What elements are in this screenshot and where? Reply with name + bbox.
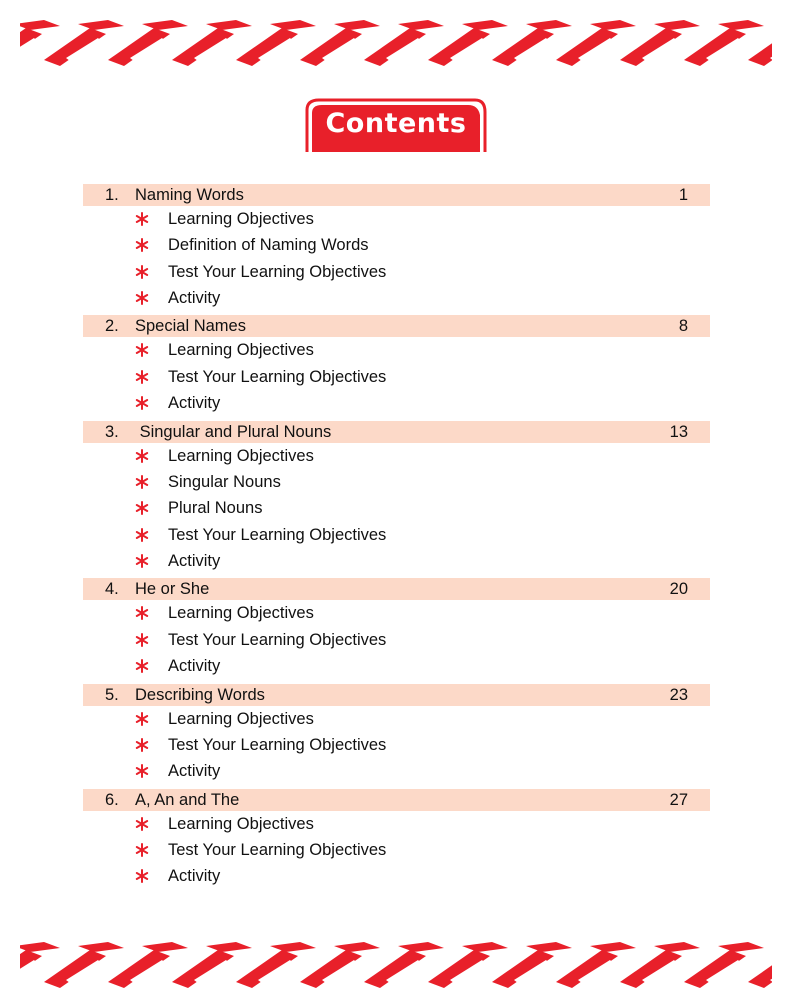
topic-item[interactable]	[83, 653, 710, 679]
topic-item[interactable]	[83, 706, 710, 732]
chapter-row[interactable]	[83, 789, 710, 811]
topic-label: Activity	[168, 288, 221, 307]
asterisk-icon	[135, 291, 149, 305]
asterisk-icon	[135, 501, 149, 515]
topic-item[interactable]	[83, 469, 710, 495]
topic-label: Test Your Learning Objectives	[168, 841, 387, 860]
page-title: Contents	[325, 108, 467, 139]
chapter-page-number: 23	[669, 685, 688, 704]
topic-label: Plural Nouns	[168, 499, 263, 518]
chapter-title: Naming Words	[135, 186, 244, 204]
chapter-number: 6.	[105, 790, 119, 809]
chapter-number: 4.	[105, 580, 119, 599]
topic-label: Activity	[168, 657, 221, 676]
topic-item[interactable]	[83, 232, 710, 258]
topic-item[interactable]	[83, 390, 710, 416]
asterisk-icon	[135, 633, 149, 647]
topic-label: Learning Objectives	[168, 341, 314, 360]
topic-label: Singular Nouns	[168, 472, 281, 491]
chapter-title: Special Names	[135, 317, 246, 336]
chapter-page-number: 1	[678, 186, 688, 204]
asterisk-icon	[135, 238, 149, 252]
topic-item[interactable]	[83, 337, 710, 363]
chapter-row[interactable]	[83, 684, 710, 706]
topic-label: Learning Objectives	[168, 604, 314, 623]
asterisk-icon	[135, 843, 149, 857]
topic-label: Definition of Naming Words	[168, 236, 369, 255]
topic-item[interactable]	[83, 364, 710, 390]
decorative-border-bottom	[20, 942, 772, 988]
asterisk-icon	[135, 554, 149, 568]
topic-item[interactable]	[83, 627, 710, 653]
topic-item[interactable]	[83, 548, 710, 574]
decorative-border-top	[20, 20, 772, 66]
chapter-page-number: 8	[678, 317, 688, 336]
topic-item[interactable]	[83, 863, 710, 889]
chapter-number: 2.	[105, 317, 119, 336]
chapter-row[interactable]	[83, 315, 710, 337]
asterisk-icon	[135, 712, 149, 726]
chapter-number: 5.	[105, 685, 119, 704]
topic-label: Learning Objectives	[168, 446, 314, 465]
topic-label: Test Your Learning Objectives	[168, 525, 387, 544]
topic-item[interactable]	[83, 443, 710, 469]
topic-item[interactable]	[83, 285, 710, 311]
topic-item[interactable]	[83, 811, 710, 837]
chapter-title: He or She	[135, 580, 210, 599]
topic-item[interactable]	[83, 758, 710, 784]
topic-item[interactable]	[83, 495, 710, 521]
topic-label: Test Your Learning Objectives	[168, 262, 387, 281]
asterisk-icon	[135, 869, 149, 883]
asterisk-icon	[135, 212, 149, 226]
topic-label: Activity	[168, 762, 221, 781]
asterisk-icon	[135, 370, 149, 384]
topic-item[interactable]	[83, 259, 710, 285]
contents-title-badge	[305, 98, 487, 152]
chapter-page-number: 13	[669, 422, 688, 441]
asterisk-icon	[135, 343, 149, 357]
chapter-title: Singular and Plural Nouns	[135, 422, 332, 441]
asterisk-icon	[135, 265, 149, 279]
table-of-contents	[83, 184, 710, 890]
topic-label: Learning Objectives	[168, 814, 314, 833]
asterisk-icon	[135, 396, 149, 410]
topic-label: Activity	[168, 867, 221, 886]
topic-label: Learning Objectives	[168, 210, 314, 228]
chapter-row[interactable]	[83, 184, 710, 206]
chapter-row[interactable]	[83, 421, 710, 443]
chapter-title: A, An and The	[135, 790, 240, 809]
topic-item[interactable]	[83, 732, 710, 758]
asterisk-icon	[135, 528, 149, 542]
topic-label: Test Your Learning Objectives	[168, 367, 387, 386]
chapter-number: 1.	[105, 186, 119, 204]
topic-item[interactable]	[83, 206, 710, 232]
chapter-row[interactable]	[83, 578, 710, 600]
topic-item[interactable]	[83, 522, 710, 548]
topic-label: Test Your Learning Objectives	[168, 630, 387, 649]
asterisk-icon	[135, 738, 149, 752]
asterisk-icon	[135, 449, 149, 463]
chapter-title: Describing Words	[135, 685, 265, 704]
topic-item[interactable]	[83, 837, 710, 863]
asterisk-icon	[135, 764, 149, 778]
topic-label: Activity	[168, 394, 221, 413]
topic-label: Activity	[168, 551, 221, 570]
chapter-page-number: 27	[669, 790, 688, 809]
asterisk-icon	[135, 606, 149, 620]
topic-label: Test Your Learning Objectives	[168, 735, 387, 754]
asterisk-icon	[135, 659, 149, 673]
topic-label: Learning Objectives	[168, 709, 314, 728]
chapter-number: 3.	[105, 422, 119, 441]
asterisk-icon	[135, 475, 149, 489]
chapter-page-number: 20	[669, 580, 688, 599]
asterisk-icon	[135, 817, 149, 831]
topic-item[interactable]	[83, 600, 710, 626]
